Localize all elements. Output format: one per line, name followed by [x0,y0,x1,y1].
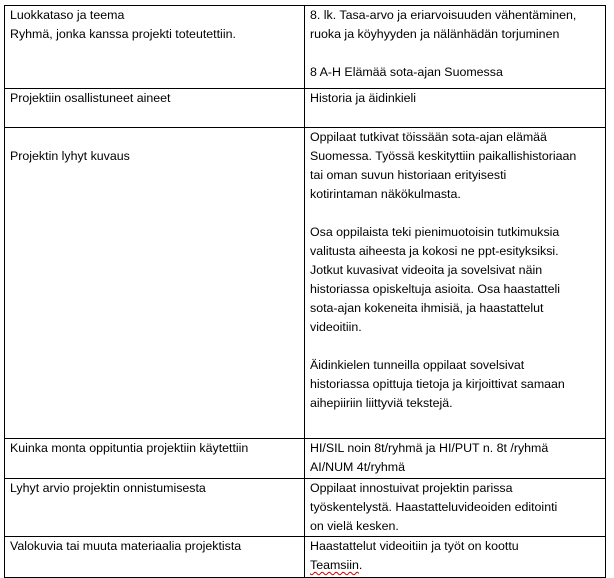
value-cell[interactable] [305,537,606,578]
value-cell[interactable] [305,6,606,89]
table-row-evaluation [5,479,606,537]
value-line: 8. lk. Tasa-arvo ja eriarvoisuuden vähentäminen, [310,8,577,22]
table-row-subjects [5,89,606,128]
value-line: ruoka ja köyhyyden ja nälänhädän torjuminen [310,27,560,41]
value-line: tai oman suvun historiaan erityisesti [310,168,507,182]
value-line: historiassa opiskeltuja asioita. Osa haastatteli [310,282,561,296]
label-cell [5,128,305,439]
label-cell [5,439,305,479]
label-cell [5,537,305,578]
table-row-lessons [5,439,606,479]
value-cell[interactable] [305,89,606,128]
value-line: Oppilaat innostuivat projektin parissa [310,481,513,495]
value-line: videoitiin. [310,320,362,334]
label-cell [5,89,305,128]
value-line: Historia ja äidinkieli [310,91,417,105]
label-line: Lyhyt arvio projektin onnistumisesta [10,481,206,495]
value-line: Suomessa. Työssä keskityttiin paikallishistoriaan [310,149,577,163]
value-line: 8 A-H Elämää sota-ajan Suomessa [310,65,503,79]
value-cell[interactable] [305,479,606,537]
blank-line [310,204,605,223]
value-line: sota-ajan kokeneita ihmisiä, ja haastattelut [310,301,544,315]
label-line: Projektiin osallistuneet aineet [10,91,171,105]
label-line: Projektin lyhyt kuvaus [10,149,130,163]
value-cell[interactable] [305,128,606,439]
punctuation: . [358,558,363,572]
value-line: Oppilaat tutkivat töissään sota-ajan elämää [310,130,547,144]
value-line: Jotkut kuvasivat videoita ja sovelsivat näin [310,263,543,277]
table-row-description [5,128,606,439]
table-row-materials [5,537,606,578]
blank-line [310,337,605,356]
value-line: kotirintaman näkökulmasta. [310,187,461,201]
value-line: Äidinkielen tunneilla oppilaat sovelsivat [310,358,525,372]
label-line: Kuinka monta oppituntia projektiin käytettiin [10,441,249,455]
table-row-grade-theme [5,6,606,89]
value-line [310,556,605,575]
label-cell [5,479,305,537]
value-line: Osa oppilaista teki pienimuotoisin tutkimuksia [310,225,560,239]
label-line: Luokkataso ja teema [10,8,125,22]
spellcheck-word[interactable]: Teamsiin [310,558,359,572]
value-line: AI/NUM 4t/ryhmä [310,460,406,474]
value-line: valitusta aiheesta ja kokosi ne ppt-esityksiksi. [310,244,559,258]
label-line: Ryhmä, jonka kanssa projekti toteutettiin. [10,27,236,41]
value-line: HI/SIL noin 8t/ryhmä ja HI/PUT n. 8t /ryhmä [310,441,549,455]
value-line: aihepiiriin liittyviä tekstejä. [310,396,453,410]
label-cell [5,6,305,89]
label-line: Valokuvia tai muuta materiaalia projektista [10,539,242,553]
value-line: historiassa opittuja tietoja ja kirjoittivat samaan [310,377,565,391]
value-line: on vielä kesken. [310,519,399,533]
value-line: työskentelystä. Haastatteluvideoiden editointi [310,500,558,514]
blank-line [310,44,605,63]
project-report-table [4,5,606,578]
value-line: Haastattelut videoitiin ja työt on koottu [310,539,519,553]
value-cell[interactable] [305,439,606,479]
